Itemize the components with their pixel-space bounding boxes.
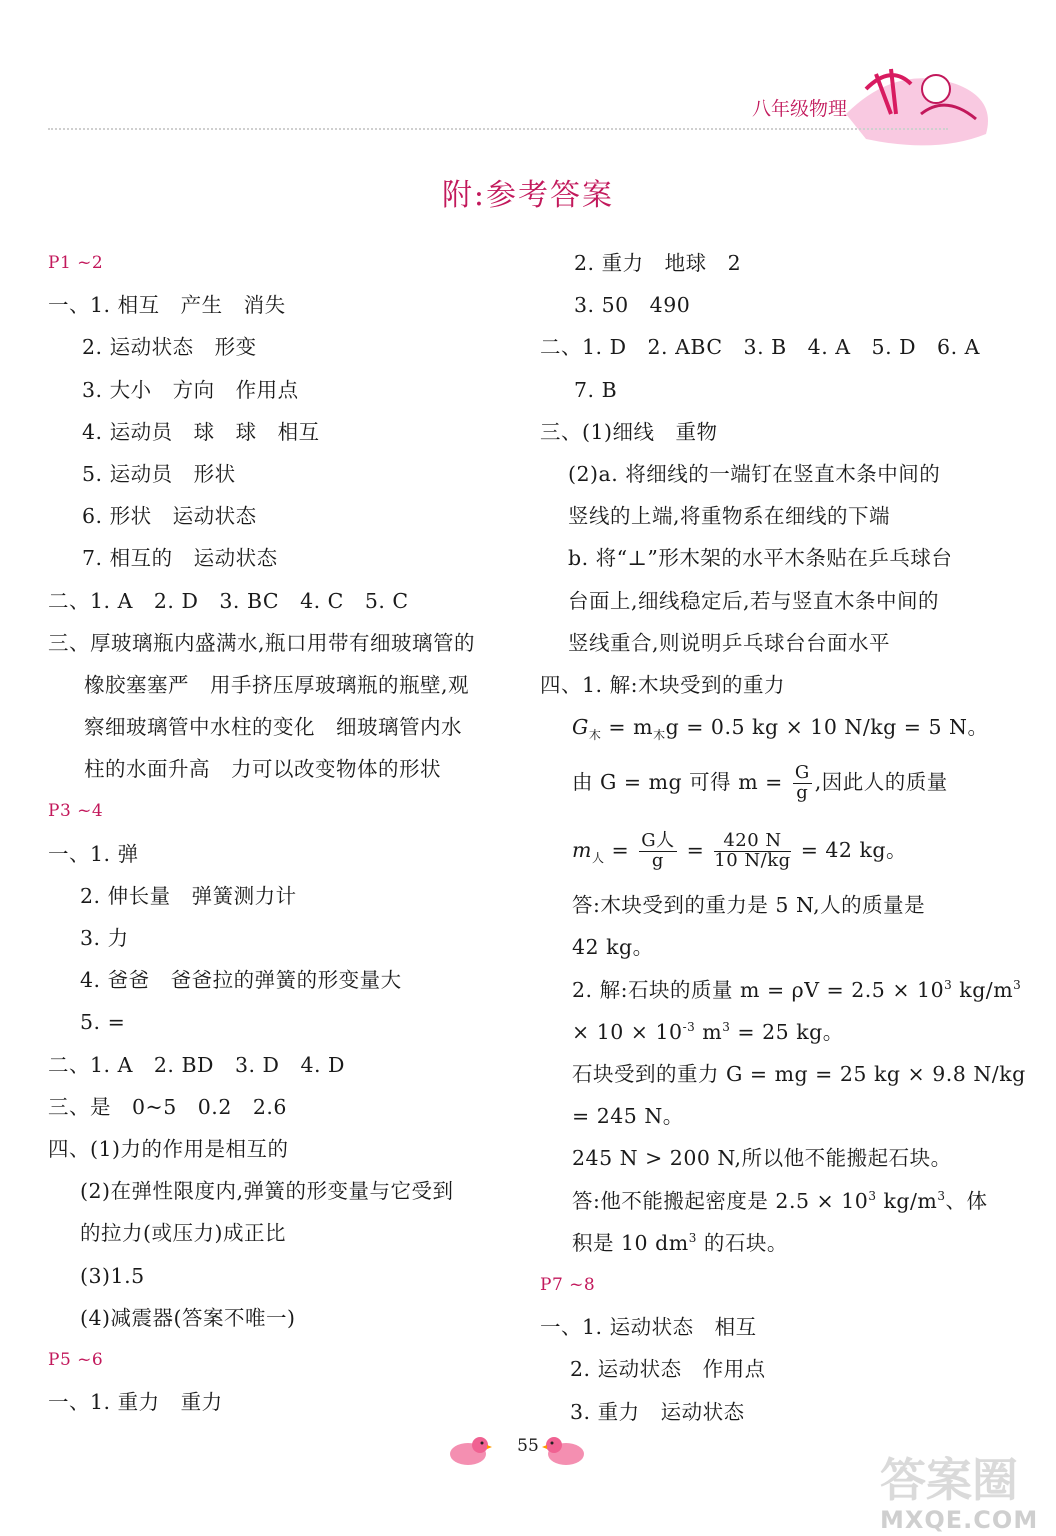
answer-line: 6. 形状 运动状态: [82, 504, 257, 529]
answer-line: 2. 运动状态 形变: [82, 335, 257, 360]
answer-line: 四、(1)力的作用是相互的: [48, 1136, 289, 1161]
answer-line: (4)减震器(答案不唯一): [80, 1305, 296, 1330]
formula-line: $m_人$ = $\frac{\text{G人}}{g}$ = $\frac{420 N}{10 N/kg}$ = 42 kg。: [572, 830, 908, 872]
answer-line: 3. 重力 运动状态: [570, 1399, 745, 1424]
answer-line: 柱的水面升高 力可以改变物体的形状: [84, 757, 441, 782]
answer-line: 2. 伸长量 弹簧测力计: [80, 883, 297, 908]
section-label: P7 ~8: [540, 1274, 596, 1295]
answer-line: 三、(1)细线 重物: [540, 419, 718, 444]
answer-line: 245 N > 200 N,所以他不能搬起石块。: [572, 1146, 952, 1171]
formula-line: 由 G = mg 可得 m = $\frac{G}{g}$ ,因此人的质量: [572, 762, 948, 804]
answer-line: 一、1. 重力 重力: [48, 1390, 223, 1415]
answer-line: 三、厚玻璃瓶内盛满水,瓶口用带有细玻璃管的: [48, 630, 476, 655]
header-divider: [48, 128, 948, 130]
answer-line: 3. 大小 方向 作用点: [82, 377, 299, 402]
answer-line: 5. 运动员 形状: [82, 461, 236, 486]
formula-line: $G_木 = m_木g = 0.5$ kg × 10 N/kg = 5 N。: [572, 715, 989, 743]
answer-line: 4. 运动员 球 球 相互: [82, 419, 320, 444]
fraction: $\frac{\text{G人}}{g}$: [641, 830, 675, 872]
section-label: P3 ~4: [48, 801, 104, 822]
fraction: $\frac{G}{g}$: [794, 762, 810, 804]
section-label: P5 ~6: [48, 1349, 104, 1370]
header-illustration: [836, 44, 1006, 154]
left-column: [48, 242, 508, 1423]
answer-line: 答:木块受到的重力是 5 N,人的质量是: [572, 893, 926, 918]
answer-line: 2. 重力 地球 2: [574, 251, 742, 275]
answer-line: 5. =: [80, 1010, 126, 1035]
page-number: 55: [517, 1436, 539, 1456]
answer-line: 竖线重合,则说明乒乓球台台面水平: [568, 630, 891, 655]
formula-line: × $10 \times 10^{-3}$ $m^3 = 25$ kg。: [572, 1019, 844, 1044]
answer-line: 7. B: [574, 377, 618, 402]
answer-line: 42 kg。: [572, 935, 654, 960]
page-title: 附:参考答案: [441, 178, 615, 213]
header-subject: 八年级物理: [752, 98, 848, 120]
watermark-url: MXQE.COM: [880, 1506, 1039, 1534]
answer-line: 7. 相互的 运动状态: [82, 546, 278, 571]
answer-line: 一、1. 运动状态 相互: [540, 1315, 757, 1340]
answer-line: 一、1. 相互 产生 消失: [48, 293, 286, 318]
answer-line: (3)1.5: [80, 1263, 145, 1288]
answer-line: (2)a. 将细线的一端钉在竖直木条中间的: [568, 461, 941, 486]
answer-line: 察细玻璃管中水柱的变化 细玻璃管内水: [84, 715, 462, 740]
formula-line: 积是 10 $dm^3$ 的石块。: [572, 1230, 788, 1255]
answer-line: 2. 运动状态 作用点: [570, 1357, 766, 1382]
answer-line: 二、1. A 2. BD 3. D 4. D: [48, 1052, 345, 1077]
answer-line: 竖线的上端,将重物系在细线的下端: [568, 504, 891, 529]
answer-line: 一、1. 弹: [48, 841, 139, 866]
answer-line: 3. 50 490: [574, 293, 691, 318]
answer-line: 三、是 0~5 0.2 2.6: [48, 1094, 287, 1119]
section-label: P1 ~2: [48, 253, 104, 273]
fraction: $\frac{420 N}{10 N/kg}$: [714, 830, 791, 872]
bird-icon: [542, 1434, 588, 1468]
answer-line: 的拉力(或压力)成正比: [80, 1221, 286, 1246]
formula-line: 2. 解:石块的质量 $m = \rho V = 2.5 \times 10^3$ $kg/m^3$: [572, 977, 1022, 1002]
answer-line: 石块受到的重力 G = mg = 25 kg × 9.8 N/kg: [572, 1062, 1026, 1086]
right-column: [540, 242, 1026, 1433]
answer-line: (2)在弹性限度内,弹簧的形变量与它受到: [80, 1179, 454, 1204]
formula-line: 答:他不能搬起密度是 $2.5 \times 10^3$ $kg/m^3$、体: [572, 1188, 988, 1213]
answer-line: 台面上,细线稳定后,若与竖直木条中间的: [568, 588, 940, 613]
answer-line: b. 将“⊥”形木架的水平木条贴在乒乓球台: [568, 546, 953, 571]
answer-line: 二、1. A 2. D 3. BC 4. C 5. C: [48, 588, 409, 613]
svg-text:答案圈: 答案圈: [880, 1453, 1018, 1507]
answer-line: 3. 力: [80, 926, 129, 950]
answer-line: 橡胶塞塞严 用手挤压厚玻璃瓶的瓶壁,观: [84, 672, 470, 697]
answer-line: 4. 爸爸 爸爸拉的弹簧的形变量大: [80, 968, 402, 993]
answer-line: = 245 N。: [572, 1104, 684, 1129]
answer-line: 四、1. 解:木块受到的重力: [540, 672, 785, 697]
answer-line: 二、1. D 2. ABC 3. B 4. A 5. D 6. A: [540, 335, 980, 360]
